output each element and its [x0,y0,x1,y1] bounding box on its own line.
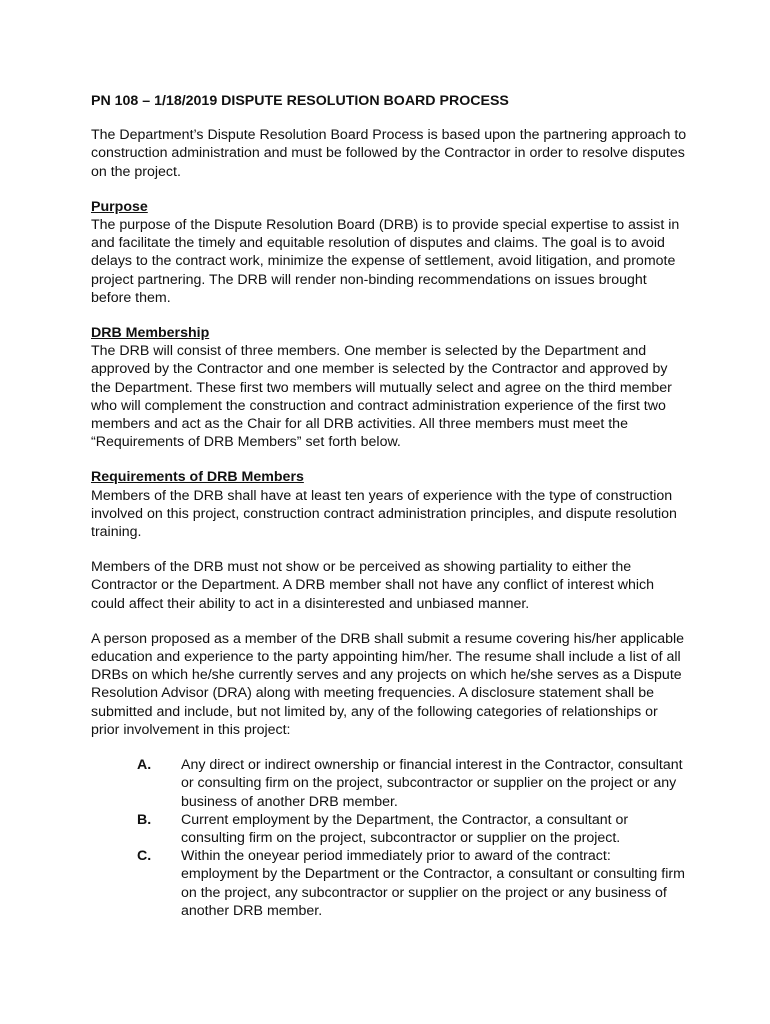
purpose-body: The purpose of the Dispute Resolution Board (DRB) is to provide special expertise to assist in and facilitate the timely and equitable resolution of disputes and claims. The goal is to avoid delays to the contract work, minimize the expense of settlement, avoid litigation, and promote project partnering. The DRB will render non-binding recommendations on issues brought before them. [91,217,680,306]
list-marker: B. [137,811,152,828]
list-marker: A. [137,757,152,774]
list-text: Current employment by the Department, the Contractor, a consultant or consulting firm on the project, subcontractor or supplier on the project. [181,811,629,846]
list-marker: C. [137,848,152,865]
purpose-heading: Purpose [91,198,148,215]
membership-body: The DRB will consist of three members. One member is selected by the Department and approved by the Contractor and one member is selected by the Contractor and approved by the Department. These first two members will mutually select and agree on the third member who will complement the construction and contract administration experience of the first two members and act as the Chair for all DRB activities. All three members must meet the “Requirements of DRB Members” set forth below. [91,343,672,451]
list-item [137,756,687,811]
resume-paragraph: A person proposed as a member of the DRB shall submit a resume covering his/her applicable education and experience to the party appointing him/her. The resume shall include a list of all DRBs on which he/she currently serves and any projects on which he/she serves as a Dispute Resolution Advisor (DRA) along with meeting frequencies. A disclosure statement shall be submitted and include, but not limited by, any of the following categories of relationships or prior involvement in this project: [91,630,685,738]
list-item [137,811,687,847]
partiality-paragraph: Members of the DRB must not show or be perceived as showing partiality to either the Contractor or the Department. A DRB member shall not have any conflict of interest which could affect their ability to act in a disinterested and unbiased manner. [91,559,655,612]
disclosure-list [91,756,687,920]
membership-heading: DRB Membership [91,325,210,342]
list-text: Any direct or indirect ownership or financial interest in the Contractor, consultant or consulting firm on the project, subcontractor or supplier on the project or any business of another DRB member. [181,757,683,810]
requirements-body: Members of the DRB shall have at least ten years of experience with the type of construction involved on this project, construction contract administration principles, and dispute resolution training. [91,487,677,541]
intro-paragraph: The Department’s Dispute Resolution Board Process is based upon the partnering approach to construction administration and must be followed by the Contractor in order to resolve disputes on the project. [91,127,687,180]
requirements-section [91,468,687,541]
requirements-heading: Requirements of DRB Members [91,469,304,486]
list-text: Within the oneyear period immediately prior to award of the contract: employment by the Department or the Contractor, a consultant or consulting firm on the project, any subcontractor or supplier on the project or any business of another DRB member. [181,848,685,919]
purpose-section [91,198,687,307]
membership-section [91,324,687,451]
list-item [137,847,687,920]
document-page [91,92,687,920]
document-title: PN 108 – 1/18/2019 DISPUTE RESOLUTION BOARD PROCESS [91,93,509,109]
